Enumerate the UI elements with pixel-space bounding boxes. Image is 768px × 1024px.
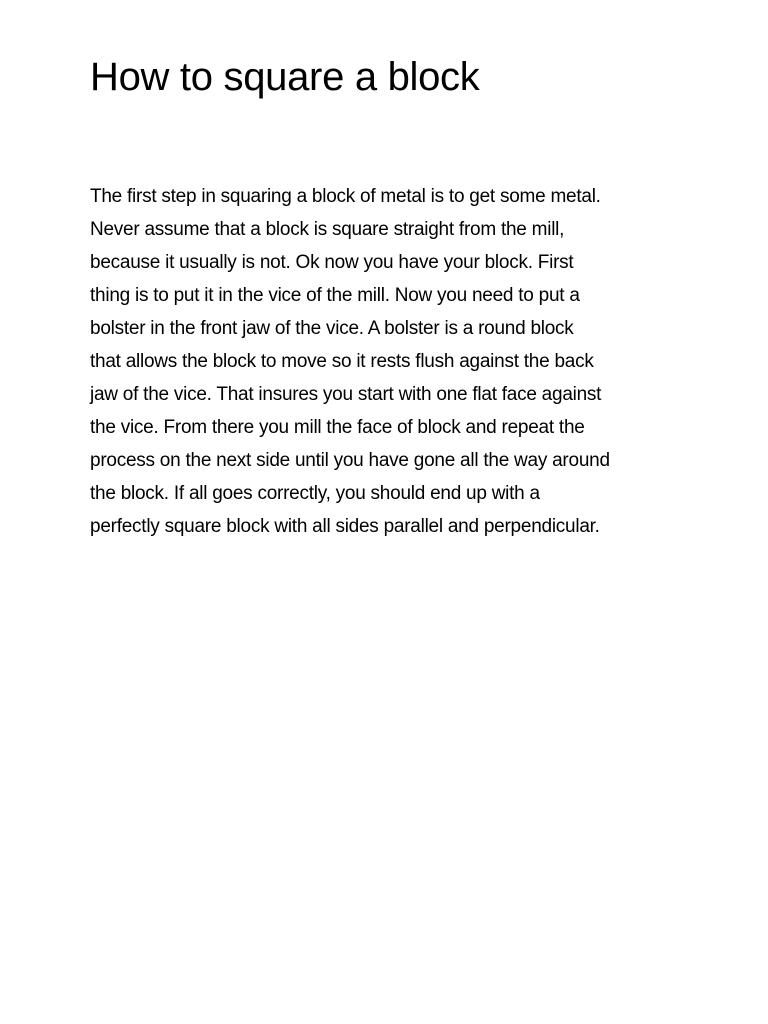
body-line: process on the next side until you have gone all the way around xyxy=(90,450,610,471)
body-line: the block. If all goes correctly, you should end up with a xyxy=(90,483,540,504)
body-line: thing is to put it in the vice of the mill. Now you need to put a xyxy=(90,285,580,306)
document-title: How to square a block xyxy=(90,55,480,99)
body-line: bolster in the front jaw of the vice. A bolster is a round block xyxy=(90,318,574,339)
body-line: because it usually is not. Ok now you have your block. First xyxy=(90,252,574,273)
body-line: that allows the block to move so it rests flush against the back xyxy=(90,351,594,372)
document-body xyxy=(90,180,690,543)
body-line: jaw of the vice. That insures you start with one flat face against xyxy=(90,384,602,405)
body-line: the vice. From there you mill the face of block and repeat the xyxy=(90,417,585,438)
body-line: The first step in squaring a block of metal is to get some metal. xyxy=(90,186,601,207)
body-line: perfectly square block with all sides parallel and perpendicular. xyxy=(90,516,600,537)
body-line: Never assume that a block is square straight from the mill, xyxy=(90,219,565,240)
